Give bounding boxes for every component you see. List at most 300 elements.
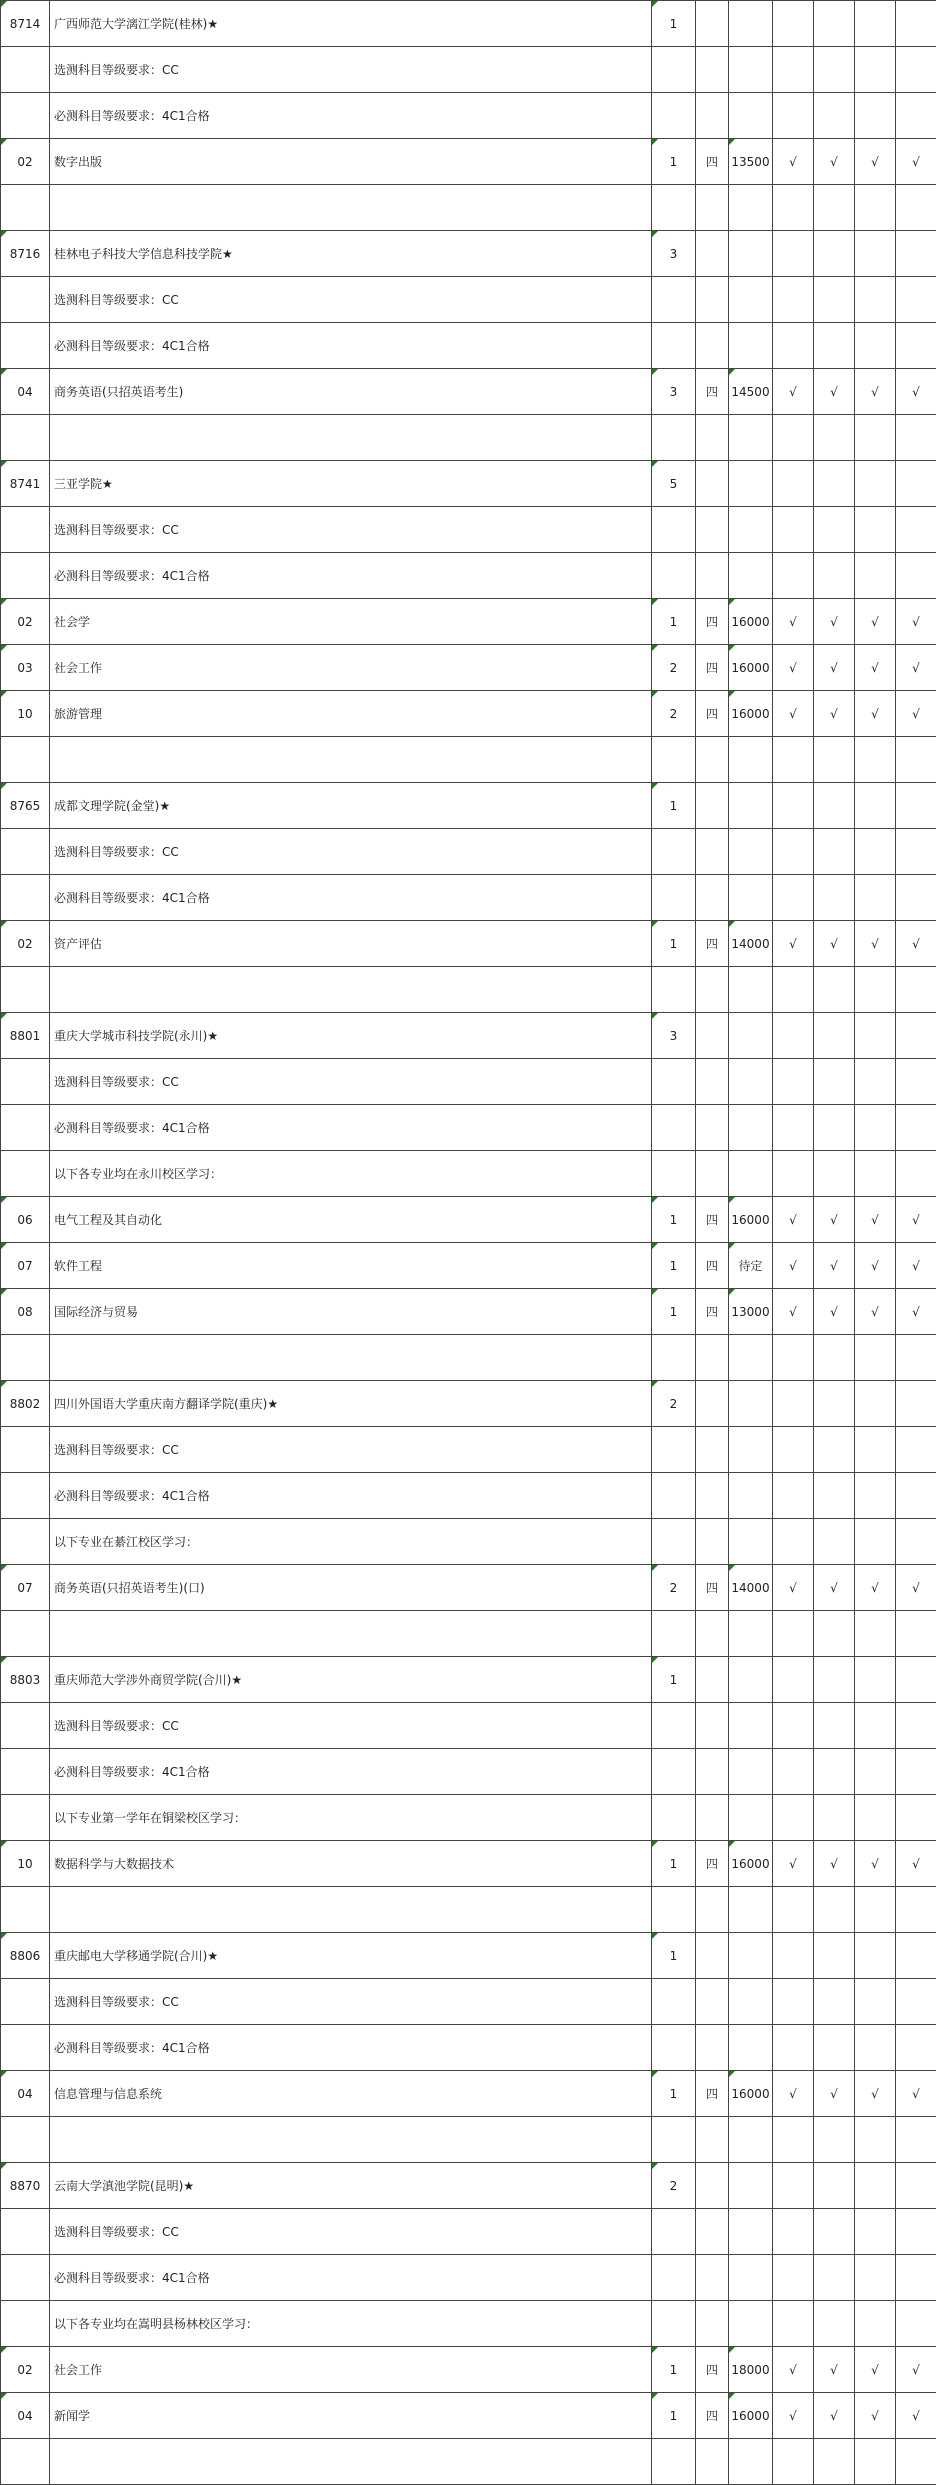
plan-count-cell [652,1887,696,1933]
code-cell [1,1611,50,1657]
subject-req-cell-4: √ [896,1197,936,1243]
code-cell: 06 [1,1197,50,1243]
name-cell [50,415,652,461]
subject-req-cell-4 [896,323,936,369]
code-cell: 02 [1,921,50,967]
duration-cell: 四 [696,1243,729,1289]
tuition-cell: 16000 [729,1197,773,1243]
subject-req-cell-1 [773,1151,814,1197]
subject-req-cell-3 [855,1,896,47]
subject-req-cell-3 [855,1473,896,1519]
name-cell: 电气工程及其自动化 [50,1197,652,1243]
subject-req-cell-4 [896,1427,936,1473]
code-cell [1,1151,50,1197]
code-cell [1,829,50,875]
subject-req-cell-2 [814,2209,855,2255]
subject-req-cell-4 [896,1105,936,1151]
tuition-cell [729,737,773,783]
code-cell: 8870 [1,2163,50,2209]
table-row [1,47,936,93]
subject-req-cell-2: √ [814,1243,855,1289]
code-cell [1,1519,50,1565]
subject-req-cell-1 [773,1611,814,1657]
subject-req-cell-3 [855,783,896,829]
name-cell: 云南大学滇池学院(昆明)★ [50,2163,652,2209]
subject-req-cell-1 [773,875,814,921]
table-row [1,645,936,691]
name-cell: 旅游管理 [50,691,652,737]
name-cell: 选测科目等级要求：CC [50,829,652,875]
name-cell: 必测科目等级要求：4C1合格 [50,2025,652,2071]
subject-req-cell-2 [814,1473,855,1519]
subject-req-cell-3 [855,1335,896,1381]
subject-req-cell-3 [855,415,896,461]
duration-cell [696,553,729,599]
subject-req-cell-3: √ [855,2071,896,2117]
subject-req-cell-1 [773,1473,814,1519]
subject-req-cell-4: √ [896,921,936,967]
plan-count-cell [652,875,696,921]
subject-req-cell-3 [855,277,896,323]
name-cell: 选测科目等级要求：CC [50,2209,652,2255]
name-cell [50,2117,652,2163]
plan-count-cell: 3 [652,231,696,277]
plan-count-cell: 3 [652,1013,696,1059]
plan-count-cell: 1 [652,1,696,47]
subject-req-cell-3 [855,2255,896,2301]
duration-cell [696,2163,729,2209]
subject-req-cell-2 [814,1887,855,1933]
table-row [1,139,936,185]
subject-req-cell-1 [773,1013,814,1059]
table-row [1,1703,936,1749]
name-cell: 资产评估 [50,921,652,967]
subject-req-cell-3 [855,507,896,553]
tuition-cell [729,2255,773,2301]
name-cell: 必测科目等级要求：4C1合格 [50,553,652,599]
subject-req-cell-3 [855,1979,896,2025]
subject-req-cell-2 [814,1105,855,1151]
tuition-cell: 16000 [729,1841,773,1887]
table-row [1,1105,936,1151]
subject-req-cell-3 [855,553,896,599]
subject-req-cell-1 [773,47,814,93]
plan-count-cell: 1 [652,1289,696,1335]
subject-req-cell-4 [896,231,936,277]
subject-req-cell-3 [855,829,896,875]
subject-req-cell-2 [814,967,855,1013]
code-cell [1,2209,50,2255]
subject-req-cell-4: √ [896,599,936,645]
tuition-cell [729,2439,773,2485]
name-cell: 商务英语(只招英语考生) [50,369,652,415]
table-row [1,1657,936,1703]
name-cell: 选测科目等级要求：CC [50,507,652,553]
plan-count-cell: 1 [652,1933,696,1979]
name-cell: 成都文理学院(金堂)★ [50,783,652,829]
plan-count-cell: 5 [652,461,696,507]
table-row [1,1565,936,1611]
tuition-cell [729,1703,773,1749]
duration-cell [696,185,729,231]
name-cell: 国际经济与贸易 [50,1289,652,1335]
subject-req-cell-3 [855,1887,896,1933]
duration-cell [696,1013,729,1059]
duration-cell: 四 [696,1197,729,1243]
duration-cell: 四 [696,1841,729,1887]
subject-req-cell-1: √ [773,921,814,967]
table-row [1,1151,936,1197]
table-row [1,829,936,875]
subject-req-cell-4 [896,2117,936,2163]
name-cell [50,1335,652,1381]
tuition-cell [729,1933,773,1979]
plan-count-cell [652,1519,696,1565]
tuition-cell [729,1519,773,1565]
plan-count-cell [652,1703,696,1749]
code-cell [1,1749,50,1795]
subject-req-cell-3 [855,185,896,231]
subject-req-cell-3: √ [855,645,896,691]
subject-req-cell-4 [896,1059,936,1105]
plan-count-cell [652,2209,696,2255]
tuition-cell: 14000 [729,1565,773,1611]
subject-req-cell-2 [814,1519,855,1565]
subject-req-cell-2: √ [814,691,855,737]
code-cell [1,415,50,461]
name-cell: 社会学 [50,599,652,645]
spacer-row [1,1335,936,1381]
subject-req-cell-2 [814,2163,855,2209]
subject-req-cell-3 [855,1933,896,1979]
table-row [1,2255,936,2301]
table-row [1,1381,936,1427]
duration-cell [696,1105,729,1151]
plan-count-cell [652,553,696,599]
subject-req-cell-4 [896,2439,936,2485]
plan-count-cell [652,1611,696,1657]
subject-req-cell-2 [814,1151,855,1197]
code-cell [1,1703,50,1749]
duration-cell [696,507,729,553]
table-row [1,1,936,47]
code-cell [1,2117,50,2163]
duration-cell [696,2255,729,2301]
code-cell: 04 [1,2393,50,2439]
code-cell [1,1473,50,1519]
plan-count-cell: 2 [652,1565,696,1611]
duration-cell [696,1749,729,1795]
plan-count-cell [652,1059,696,1105]
duration-cell [696,2209,729,2255]
table-row [1,1059,936,1105]
code-cell: 8716 [1,231,50,277]
duration-cell [696,2439,729,2485]
name-cell: 选测科目等级要求：CC [50,1059,652,1105]
tuition-cell [729,277,773,323]
table-row [1,1841,936,1887]
tuition-cell [729,1105,773,1151]
spacer-row [1,2117,936,2163]
subject-req-cell-2 [814,2025,855,2071]
table-row [1,461,936,507]
subject-req-cell-2 [814,1335,855,1381]
subject-req-cell-3 [855,461,896,507]
subject-req-cell-3 [855,875,896,921]
tuition-cell [729,1059,773,1105]
subject-req-cell-3 [855,737,896,783]
subject-req-cell-4 [896,2209,936,2255]
code-cell: 08 [1,1289,50,1335]
subject-req-cell-4 [896,1657,936,1703]
subject-req-cell-4 [896,1795,936,1841]
subject-req-cell-2 [814,1381,855,1427]
plan-count-cell [652,1105,696,1151]
code-cell: 03 [1,645,50,691]
subject-req-cell-1 [773,1427,814,1473]
tuition-cell [729,1887,773,1933]
subject-req-cell-3 [855,1795,896,1841]
subject-req-cell-1 [773,1749,814,1795]
subject-req-cell-4 [896,461,936,507]
duration-cell [696,1335,729,1381]
code-cell [1,1795,50,1841]
name-cell: 数字出版 [50,139,652,185]
plan-count-cell [652,967,696,1013]
name-cell: 以下专业第一学年在铜梁校区学习： [50,1795,652,1841]
tuition-cell [729,1795,773,1841]
name-cell: 必测科目等级要求：4C1合格 [50,1473,652,1519]
subject-req-cell-1: √ [773,691,814,737]
subject-req-cell-3 [855,1427,896,1473]
table-row [1,1197,936,1243]
name-cell: 必测科目等级要求：4C1合格 [50,1105,652,1151]
subject-req-cell-2 [814,737,855,783]
subject-req-cell-2: √ [814,2347,855,2393]
subject-req-cell-4 [896,1013,936,1059]
name-cell: 重庆大学城市科技学院(永川)★ [50,1013,652,1059]
subject-req-cell-4 [896,783,936,829]
table-row [1,1473,936,1519]
table-row [1,1289,936,1335]
subject-req-cell-4 [896,875,936,921]
subject-req-cell-3 [855,1013,896,1059]
subject-req-cell-1 [773,829,814,875]
subject-req-cell-1: √ [773,645,814,691]
table-row [1,691,936,737]
table-row [1,2393,936,2439]
name-cell: 商务英语(只招英语考生)(口) [50,1565,652,1611]
name-cell: 必测科目等级要求：4C1合格 [50,875,652,921]
code-cell: 02 [1,2347,50,2393]
plan-count-cell: 1 [652,599,696,645]
subject-req-cell-2: √ [814,2393,855,2439]
code-cell [1,47,50,93]
plan-count-cell [652,507,696,553]
plan-count-cell: 1 [652,921,696,967]
plan-count-cell: 1 [652,1841,696,1887]
code-cell [1,277,50,323]
plan-count-cell: 1 [652,2393,696,2439]
subject-req-cell-2 [814,1,855,47]
code-cell: 8714 [1,1,50,47]
subject-req-cell-2 [814,47,855,93]
subject-req-cell-1 [773,1795,814,1841]
code-cell [1,1335,50,1381]
table-row [1,2347,936,2393]
subject-req-cell-4 [896,1519,936,1565]
subject-req-cell-2 [814,1611,855,1657]
subject-req-cell-4: √ [896,2347,936,2393]
subject-req-cell-1: √ [773,2071,814,2117]
code-cell [1,2025,50,2071]
tuition-cell [729,1473,773,1519]
tuition-cell [729,783,773,829]
subject-req-cell-1 [773,1979,814,2025]
subject-req-cell-1 [773,1887,814,1933]
subject-req-cell-3 [855,47,896,93]
subject-req-cell-2: √ [814,1197,855,1243]
duration-cell [696,1151,729,1197]
spacer-row [1,967,936,1013]
plan-count-cell [652,415,696,461]
subject-req-cell-3 [855,231,896,277]
subject-req-cell-1 [773,323,814,369]
subject-req-cell-1: √ [773,1841,814,1887]
subject-req-cell-1 [773,1933,814,1979]
subject-req-cell-4 [896,2255,936,2301]
subject-req-cell-1: √ [773,1243,814,1289]
subject-req-cell-1 [773,1105,814,1151]
table-body [1,1,936,2485]
tuition-cell: 待定 [729,1243,773,1289]
spacer-row [1,2439,936,2485]
subject-req-cell-2 [814,185,855,231]
table-row [1,1933,936,1979]
subject-req-cell-1: √ [773,2347,814,2393]
tuition-cell: 13500 [729,139,773,185]
table-row [1,783,936,829]
subject-req-cell-3 [855,1059,896,1105]
subject-req-cell-2: √ [814,369,855,415]
subject-req-cell-1 [773,2117,814,2163]
plan-count-cell [652,2117,696,2163]
name-cell: 选测科目等级要求：CC [50,1703,652,1749]
tuition-cell: 16000 [729,2393,773,2439]
subject-req-cell-2: √ [814,1565,855,1611]
duration-cell [696,967,729,1013]
tuition-cell [729,323,773,369]
plan-count-cell: 1 [652,139,696,185]
tuition-cell [729,1657,773,1703]
plan-count-cell: 1 [652,783,696,829]
name-cell [50,1887,652,1933]
duration-cell: 四 [696,1565,729,1611]
subject-req-cell-2 [814,323,855,369]
subject-req-cell-3 [855,2163,896,2209]
table-row [1,1749,936,1795]
subject-req-cell-3: √ [855,1841,896,1887]
tuition-cell [729,1381,773,1427]
subject-req-cell-2 [814,553,855,599]
duration-cell: 四 [696,2393,729,2439]
subject-req-cell-1 [773,2439,814,2485]
code-cell: 8803 [1,1657,50,1703]
subject-req-cell-2: √ [814,1841,855,1887]
tuition-cell: 18000 [729,2347,773,2393]
subject-req-cell-4 [896,1335,936,1381]
duration-cell [696,415,729,461]
subject-req-cell-4 [896,2163,936,2209]
subject-req-cell-3 [855,323,896,369]
subject-req-cell-2 [814,415,855,461]
code-cell [1,185,50,231]
subject-req-cell-4: √ [896,1243,936,1289]
subject-req-cell-4 [896,1611,936,1657]
tuition-cell [729,1151,773,1197]
table-row [1,1979,936,2025]
plan-count-cell [652,1151,696,1197]
subject-req-cell-2 [814,1979,855,2025]
subject-req-cell-4 [896,507,936,553]
code-cell: 04 [1,369,50,415]
code-cell: 07 [1,1243,50,1289]
plan-count-cell: 1 [652,1197,696,1243]
subject-req-cell-1 [773,1,814,47]
subject-req-cell-4 [896,415,936,461]
subject-req-cell-2 [814,2117,855,2163]
duration-cell [696,1381,729,1427]
subject-req-cell-4 [896,185,936,231]
subject-req-cell-2: √ [814,139,855,185]
plan-count-cell [652,737,696,783]
subject-req-cell-3: √ [855,691,896,737]
subject-req-cell-4 [896,2025,936,2071]
subject-req-cell-1 [773,1519,814,1565]
subject-req-cell-3: √ [855,1565,896,1611]
code-cell [1,1105,50,1151]
subject-req-cell-4 [896,277,936,323]
duration-cell [696,829,729,875]
subject-req-cell-4: √ [896,2393,936,2439]
subject-req-cell-1 [773,1335,814,1381]
duration-cell [696,2117,729,2163]
duration-cell [696,47,729,93]
tuition-cell [729,2025,773,2071]
subject-req-cell-3 [855,967,896,1013]
spacer-row [1,1887,936,1933]
subject-req-cell-3: √ [855,1197,896,1243]
subject-req-cell-1: √ [773,2393,814,2439]
name-cell: 社会工作 [50,645,652,691]
plan-count-cell [652,93,696,139]
subject-req-cell-4 [896,737,936,783]
subject-req-cell-4: √ [896,691,936,737]
duration-cell: 四 [696,1289,729,1335]
plan-count-cell: 2 [652,691,696,737]
subject-req-cell-3 [855,2117,896,2163]
subject-req-cell-2 [814,875,855,921]
name-cell: 必测科目等级要求：4C1合格 [50,323,652,369]
duration-cell: 四 [696,921,729,967]
subject-req-cell-3 [855,1105,896,1151]
duration-cell [696,1427,729,1473]
tuition-cell: 14000 [729,921,773,967]
name-cell: 三亚学院★ [50,461,652,507]
table-row [1,1519,936,1565]
name-cell: 以下各专业均在嵩明县杨林校区学习： [50,2301,652,2347]
subject-req-cell-2: √ [814,1289,855,1335]
